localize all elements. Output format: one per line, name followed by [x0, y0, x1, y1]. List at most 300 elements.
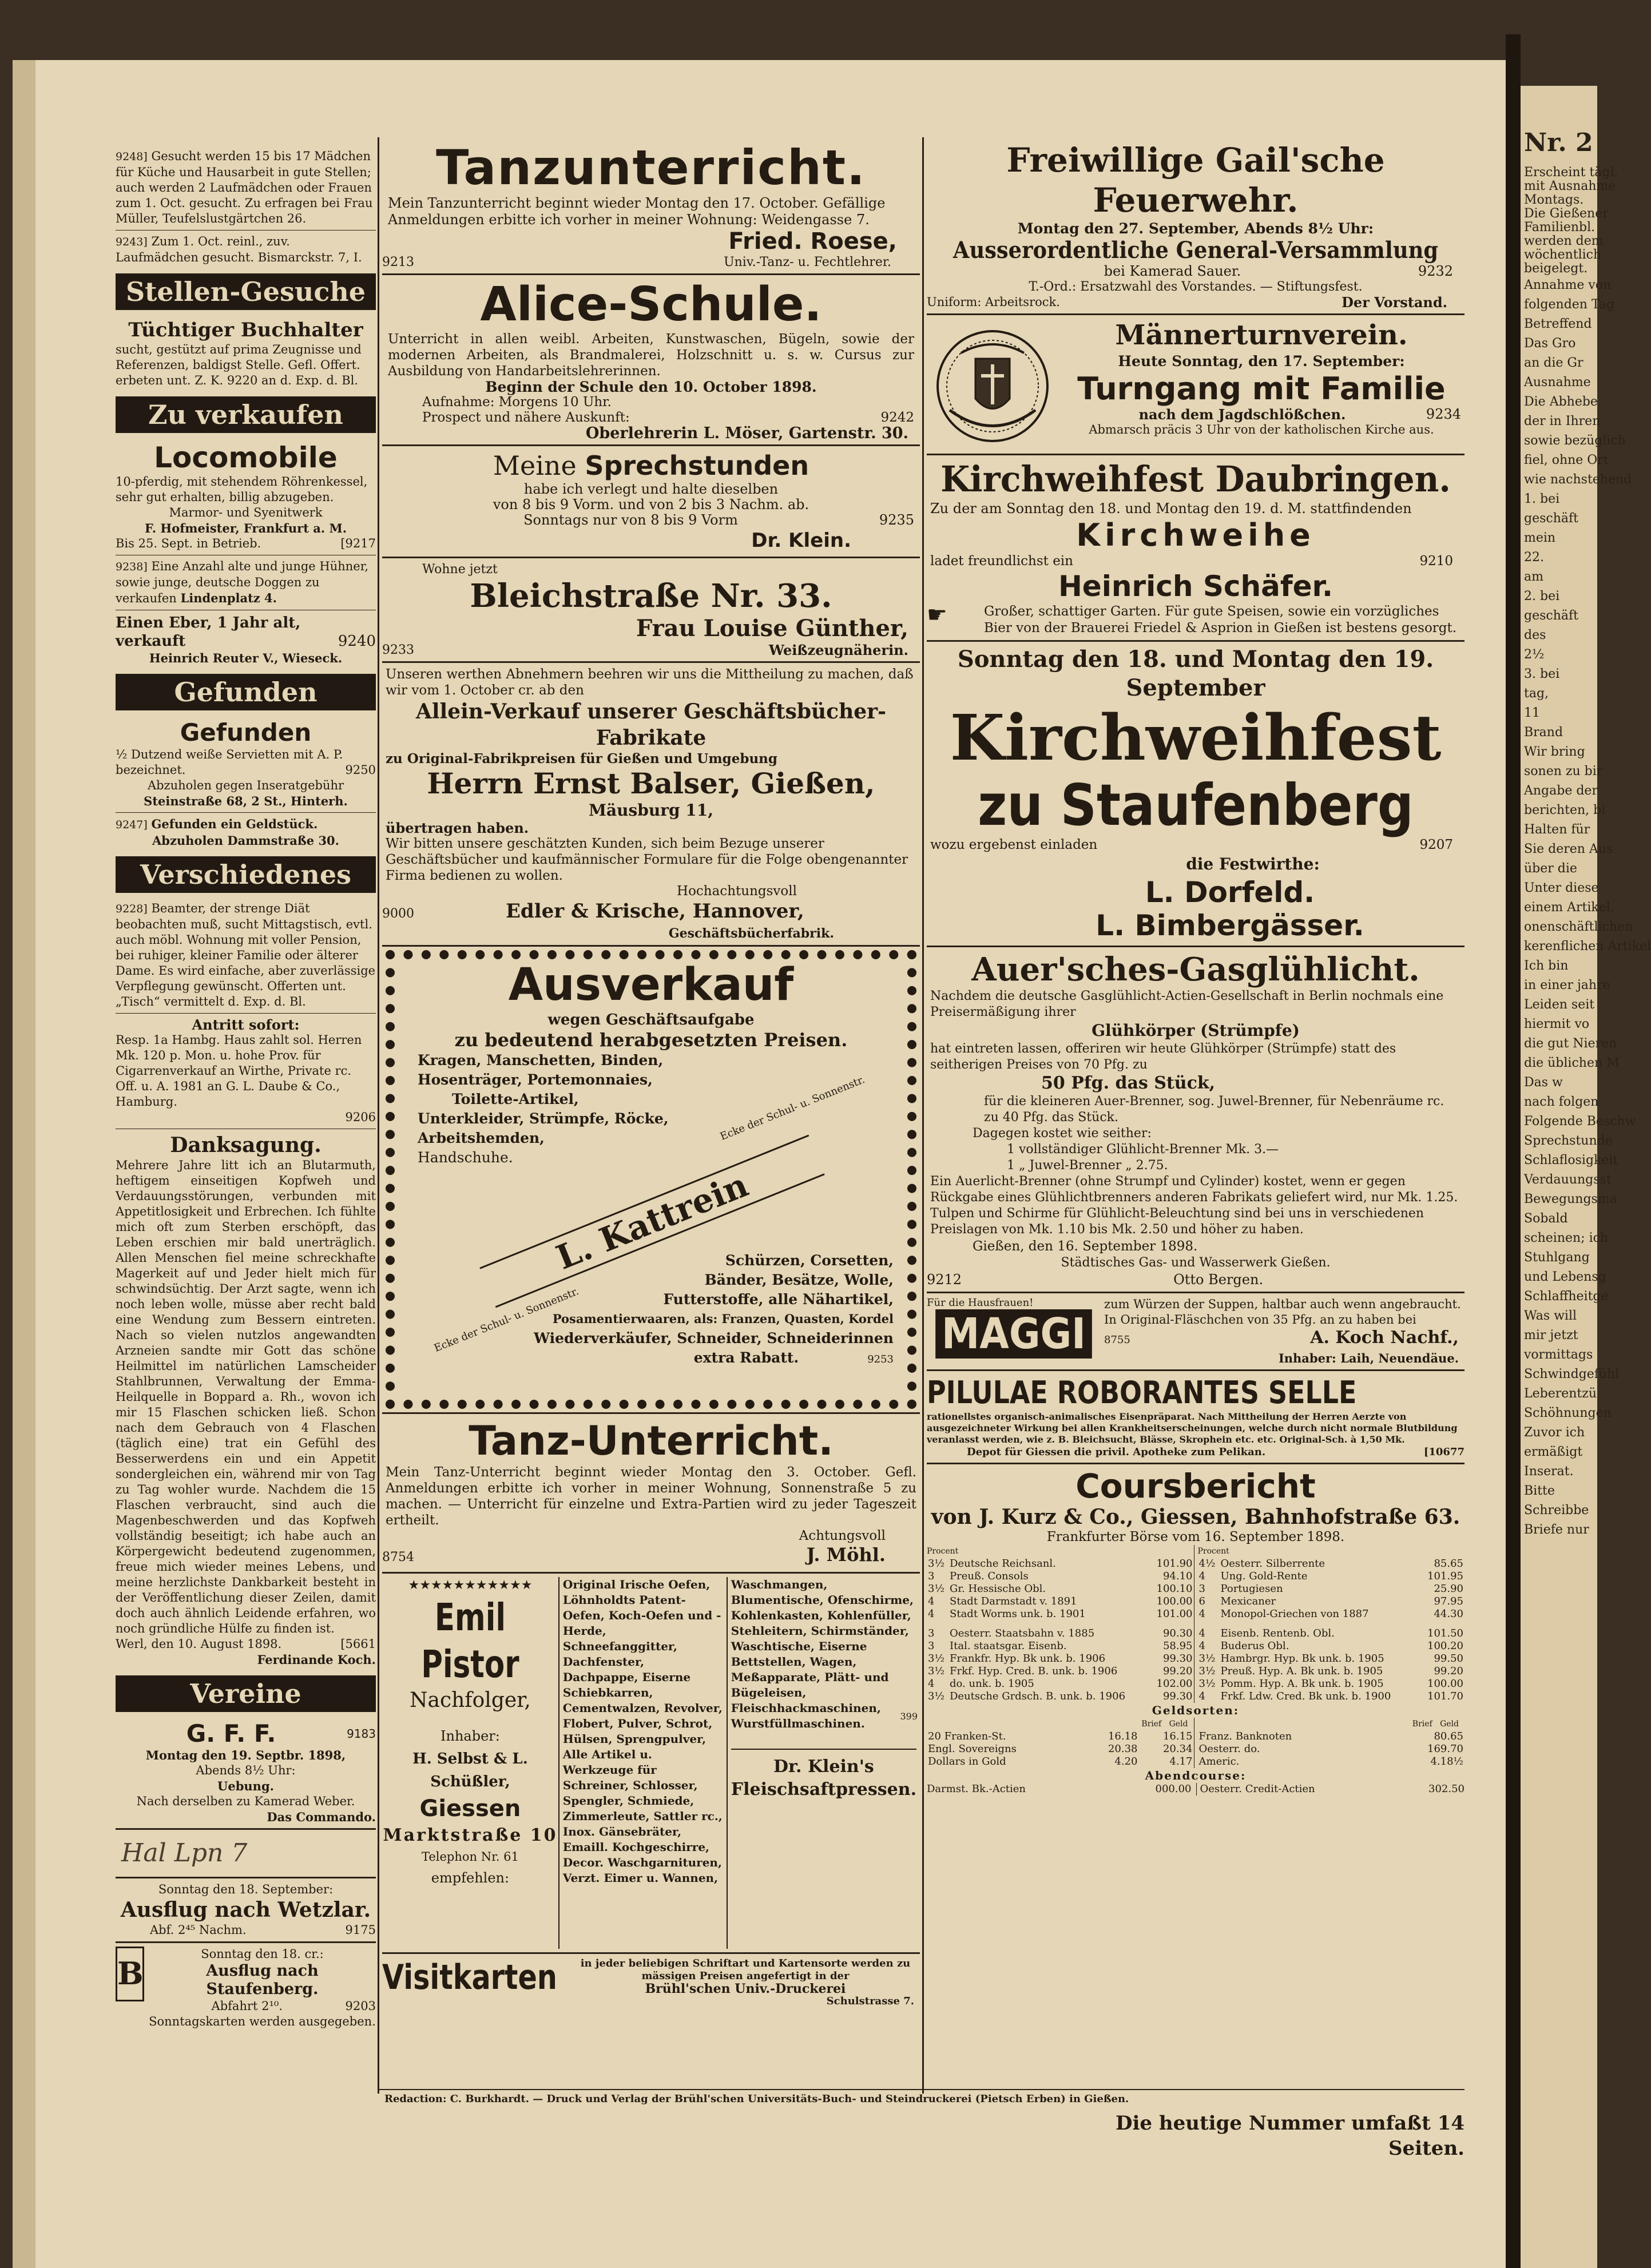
next-page-line: Angabe der: [1524, 784, 1598, 798]
divider: [116, 812, 376, 813]
divider: [116, 1013, 376, 1014]
ad-text: Glühkörper (Strümpfe): [1092, 1021, 1300, 1040]
next-page-line: Briefe nur: [1524, 1523, 1589, 1537]
table-cell: 100.00: [1427, 1678, 1463, 1690]
table-cell: Mexicaner: [1220, 1595, 1276, 1607]
table-cell: Eisenb. Rentenb. Obl.: [1220, 1627, 1335, 1639]
divider: [927, 1463, 1465, 1464]
table-cell: 4.17: [1169, 1755, 1193, 1767]
ad-firm-banner: L. Kattrein: [479, 1135, 824, 1308]
next-page-line: Ich bin: [1524, 959, 1569, 973]
table-cell: 99.50: [1434, 1653, 1463, 1665]
ad-text: von 8 bis 9 Vorm. und von 2 bis 3 Nachm. ab.: [493, 497, 809, 513]
ad-title: Ausverkauf: [508, 959, 794, 1011]
turnverein-ad: [927, 319, 1465, 450]
table-cell: 4: [928, 1595, 935, 1607]
ad-title: Ausflug nach Wetzlar.: [120, 1898, 371, 1922]
next-page-line: an die Gr: [1524, 356, 1583, 370]
ad-list: [395, 1251, 907, 1369]
next-page-line: Folgende Beschw: [1524, 1114, 1636, 1129]
table-row: [927, 1595, 1194, 1608]
next-page-line: über die: [1524, 861, 1577, 876]
table-cell: [1385, 1730, 1390, 1743]
table-cell: Oesterr. Staatsbahn v. 1885: [950, 1627, 1095, 1639]
table-cell: 4: [928, 1608, 935, 1620]
table-row: [1198, 1665, 1465, 1678]
table-cell: 20.34: [1162, 1743, 1193, 1755]
table-section-title: Geldsorten:: [1152, 1703, 1240, 1717]
divider: [382, 444, 920, 446]
ad-text: bei Kamerad Sauer. 9232: [1104, 263, 1453, 279]
divider: [382, 661, 920, 663]
divider: [927, 454, 1465, 455]
ad-title: Männerturnverein.: [1115, 319, 1408, 351]
ad-title: Einen Eber, 1 Jahr alt,: [116, 614, 301, 631]
next-page-line: Das Gro: [1524, 336, 1576, 351]
ad-signature: Heinrich Reuter V., Wieseck.: [149, 651, 343, 665]
table-cell: 169.70: [1427, 1743, 1463, 1755]
table-row: [927, 1665, 1194, 1678]
table-row: [1198, 1583, 1465, 1595]
table-cell: Frkf. Hyp. Cred. B. unk. b. 1906: [950, 1665, 1118, 1677]
next-page-number: Nr. 2: [1524, 128, 1593, 157]
ad-text: Ein Auerlicht-Brenner (ohne Strumpf und Cylinder) kostet, wenn er gegen Rückgabe eines Glühlichtbrenners anderen Fabrikats geliefert wird, nur Mk. 1.25.: [930, 1174, 1458, 1205]
ad-title: Locomobile: [154, 441, 338, 474]
next-page-line: Sprechstunde: [1524, 1134, 1613, 1148]
column-1: [116, 149, 376, 2088]
ad-text: Nachdem die deutsche Gasglühlicht-Actien-Gesellschaft in Berlin nochmals eine Preisermäßigung ihrer: [930, 989, 1444, 1019]
table-row: [1198, 1690, 1465, 1703]
table-cell: 85.65: [1434, 1558, 1463, 1570]
divider: [927, 313, 1465, 315]
ad-list-item: Kragen, Manschetten, Binden,: [418, 1052, 664, 1069]
table-cell: 3: [928, 1627, 935, 1639]
ad-signature: Frau Louise Günther,: [636, 615, 908, 642]
ad-text: Unseren werthen Abnehmern beehren wir uns die Mittheilung zu machen, daß wir vom 1. October cr. ab den: [386, 667, 914, 698]
ad-signature: L. Bimbergässer.: [1096, 909, 1364, 942]
next-page-line: 3. bei: [1524, 667, 1560, 681]
table-cell: Deutsche Grdsch. B. unk. b. 1906: [950, 1690, 1126, 1702]
table-row: [927, 1583, 1194, 1595]
ad-text: Uebung.: [217, 1779, 274, 1793]
stock-table: [927, 1558, 1194, 1703]
ad-text: in jeder beliebigen Schriftart und Kartensorte werden zu mässigen Preisen angefertigt in der Brühl'schen Univ.-Druckerei Schulstrasse 7.: [580, 1957, 914, 2007]
page-edge-shadow: [13, 60, 35, 2268]
column-2: [382, 140, 920, 2088]
ad-number: 9206: [345, 1110, 376, 1124]
section-header-verschiedenes: Verschiedenes: [116, 856, 376, 893]
next-page-line: mit Ausnahme: [1524, 179, 1616, 193]
ad-title: zu Staufenberg: [978, 772, 1414, 839]
table-cell: 101.70: [1427, 1690, 1463, 1702]
ad-text: Geschäftsbücherfabrik.: [668, 926, 834, 941]
next-page-line: Das w: [1524, 1075, 1563, 1090]
next-page-line: Bitte: [1524, 1484, 1555, 1498]
ad-text: 10-pferdig, mit stehendem Röhrenkessel, sehr gut erhalten, billig abzugeben.: [116, 475, 368, 504]
table-row: [927, 1653, 1194, 1665]
next-page-line: Annahme von: [1524, 278, 1612, 292]
table-row: [927, 1640, 1194, 1653]
ad-text: Dr. Klein's Fleischsaftpressen.: [731, 1749, 916, 1801]
table-cell: 3: [928, 1640, 935, 1652]
ad-text: Abf. 2⁴⁵ Nachm. 9175: [150, 1923, 376, 1937]
ad-list-item: extra Rabatt. 9253: [693, 1349, 894, 1366]
ad-text: 1 „ Juwel-Brenner „ 2.75.: [1007, 1158, 1168, 1173]
next-page-line: fiel, ohne Ort: [1524, 453, 1609, 467]
ad-block: [116, 1947, 376, 2029]
classified-ad: 9248] Gesucht werden 15 bis 17 Mädchen für Küche und Hausarbeit in gute Stellen; auch werden 2 Laufmädchen oder Frauen zum 1. Oct. gesucht. Zu erfragen bei Frau Müller, Teufelslustgärtchen 26.: [116, 149, 373, 225]
ad-text: Giessen: [419, 1796, 521, 1822]
table-row: [927, 1627, 1194, 1640]
ad-title: Tanzunterricht.: [436, 140, 866, 196]
table-cell: 4: [1198, 1627, 1205, 1639]
maggi-ad-left: [927, 1297, 1104, 1366]
divider: [927, 1369, 1465, 1371]
section-header-vereine: Vereine: [116, 1675, 376, 1712]
ad-title: Ausserordentliche General-Versammlung: [953, 237, 1439, 264]
ad-title: G. F. F. 9183: [186, 1719, 376, 1747]
stock-tables: [927, 1545, 1465, 1703]
table-cell: Portugiesen: [1220, 1583, 1283, 1595]
ad-title: Tüchtiger Buchhalter: [128, 319, 363, 341]
ad-title: Coursbericht: [1075, 1467, 1316, 1506]
table-row: [1198, 1608, 1465, 1627]
table-row: [927, 1608, 1194, 1627]
divider: [116, 1941, 376, 1943]
page-count-note: Die heutige Nummer umfaßt 14 Seiten.: [1116, 2112, 1465, 2160]
next-page-line: ermäßigt: [1524, 1445, 1583, 1459]
ad-text: übertragen haben.: [386, 820, 529, 836]
ad-text: Sonntags nur von 8 bis 9 Vorm 9235: [523, 512, 914, 528]
currency-table: [1198, 1730, 1465, 1768]
maggi-logo: MAGGI: [935, 1309, 1092, 1359]
ad-signature: F. Hofmeister, Frankfurt a. M.: [144, 521, 347, 535]
table-cell: 4.18½: [1430, 1755, 1463, 1767]
next-page-line: beigelegt.: [1524, 261, 1588, 276]
table-row: [1198, 1755, 1465, 1768]
table-cell: 4: [1198, 1690, 1205, 1702]
ad-text: sucht, gestützt auf prima Zeugnisse und Referenzen, baldigst Stelle. Gefl. Offert. erbeten unt. Z. K. 9220 an d. Exp. d. Bl.: [116, 343, 362, 387]
next-page-line: Verdauungsst: [1524, 1173, 1612, 1187]
table-cell: [1385, 1755, 1390, 1768]
rate-row: Darmst. Bk.-Actien 000.00: [927, 1783, 1197, 1796]
turnverein-ad-text: [1058, 319, 1465, 450]
maggi-ad: [927, 1297, 1465, 1366]
table-cell: 99.30: [1162, 1690, 1193, 1702]
table-cell: 80.65: [1434, 1730, 1463, 1742]
ad-text: empfehlen:: [431, 1870, 510, 1886]
ad-text: Hochachtungsvoll: [677, 884, 797, 899]
pistor-ad: [382, 1577, 920, 1949]
ad-text: Montag den 19. Septbr. 1898,: [145, 1748, 346, 1762]
ad-list-item: Bänder, Besätze, Wolle,: [704, 1272, 894, 1288]
table-cell: 3½: [1198, 1665, 1216, 1677]
table-cell: Frkf. Ldw. Cred. Bk unk. b. 1900: [1220, 1690, 1391, 1702]
column-rule: [378, 137, 379, 2094]
divider: [927, 1292, 1465, 1293]
table-cell: 20.38: [1108, 1743, 1138, 1755]
next-page-line: vormittags: [1524, 1348, 1593, 1362]
ad-text: Abends 8½ Uhr:: [196, 1763, 296, 1777]
ad-text: Prospect und nähere Auskunft: 9242: [422, 410, 914, 425]
ad-list-item: Schürzen, Corsetten,: [725, 1252, 894, 1269]
table-cell: Hambrgr. Hyp. Bk unk. b. 1905: [1220, 1653, 1384, 1665]
table-cell: 58.95: [1162, 1640, 1193, 1652]
table-cell: Frankfr. Hyp. Bk unk. b. 1906: [950, 1653, 1106, 1665]
table-cell: Preuß. Consols: [950, 1570, 1029, 1582]
table-cell: 6: [1198, 1595, 1205, 1607]
next-page-line: Inserat.: [1524, 1464, 1574, 1479]
next-page-line: Die Abhebe: [1524, 395, 1598, 409]
table-cell: Americ.: [1198, 1755, 1240, 1767]
ad-text: Nach derselben zu Kamerad Weber.: [136, 1794, 355, 1808]
table-cell: Gr. Hessische Obl.: [950, 1583, 1046, 1595]
ad-text: wegen Geschäftsaufgabe: [547, 1011, 755, 1028]
next-page-line: 2½: [1524, 648, 1545, 662]
ad-text: Inhaber: Laih, Neuendäue.: [1278, 1351, 1459, 1365]
ad-text: 50 Pfg. das Stück,: [1041, 1073, 1216, 1093]
stars-decoration: ★★★★★★★★★★★: [408, 1578, 533, 1592]
ad-text: Marmor- und Syenitwerk: [169, 506, 323, 519]
table-cell: 4½: [1198, 1558, 1216, 1570]
next-page-line: werden dem: [1524, 234, 1604, 248]
ad-title: PILULAE ROBORANTES SELLE: [927, 1375, 1357, 1411]
table-cell: 94.10: [1162, 1570, 1193, 1582]
next-page-line: Zuvor ich: [1524, 1425, 1585, 1440]
next-page-line: Sie deren Aus: [1524, 842, 1613, 856]
visitkarten-ad: [382, 1957, 920, 2008]
table-cell: 25.90: [1434, 1583, 1463, 1595]
ad-text: Frankfurter Börse vom 16. September 1898.: [1046, 1530, 1345, 1544]
table-cell: 100.00: [1156, 1595, 1193, 1607]
ad-title: von J. Kurz & Co., Giessen, Bahnhofstraße 63.: [931, 1505, 1460, 1529]
currency-table-right: [1194, 1718, 1465, 1768]
next-page-line: Schwindgefühl: [1524, 1367, 1620, 1381]
ad-text: Heute Sonntag, den 17. September:: [1118, 353, 1405, 370]
next-page-line: Was will: [1524, 1309, 1577, 1323]
table-cell: 3½: [928, 1583, 944, 1595]
next-page-line: scheinen; ich: [1524, 1231, 1609, 1245]
ad-signature: Ferdinande Koch.: [257, 1653, 376, 1667]
next-page-line: nach folgen: [1524, 1095, 1599, 1109]
table-header: Procent: [1197, 1547, 1229, 1556]
ad-text: Achtungsvoll: [799, 1528, 886, 1543]
table-cell: 101.00: [1156, 1608, 1193, 1620]
next-page-line: mir jetzt: [1524, 1328, 1578, 1342]
ad-title: Auer'sches-Gasglühlicht.: [971, 951, 1420, 988]
table-header: Brief Geld: [1412, 1719, 1459, 1729]
divider: [927, 640, 1465, 642]
table-row: [1198, 1595, 1465, 1608]
table-row: [1198, 1743, 1465, 1755]
next-page-line: 22.: [1524, 550, 1544, 565]
ad-list-item: Toilette-Artikel,: [452, 1091, 579, 1107]
table-cell: 4: [1198, 1570, 1205, 1582]
table-row: [1198, 1558, 1465, 1570]
ad-title: Kirchweihe: [1076, 517, 1315, 553]
column-rule: [922, 137, 924, 2094]
ad-text: 1 vollständiger Glühlicht-Brenner Mk. 3.—: [1007, 1142, 1279, 1157]
currency-table: [927, 1730, 1194, 1768]
next-page-line: Schreibbe: [1524, 1503, 1589, 1518]
ad-title: Freiwillige Gail'sche Feuerwehr.: [1006, 141, 1385, 220]
ad-signature: Steinstraße 68, 2 St., Hinterh.: [144, 794, 348, 808]
ad-title: Bleichstraße Nr. 33.: [470, 577, 832, 615]
stock-table: [1198, 1558, 1465, 1703]
table-cell: Buderus Obl.: [1220, 1640, 1289, 1652]
ad-signature: Dr. Klein.: [751, 529, 851, 552]
next-page-line: Schlaflosigkeit: [1524, 1153, 1618, 1167]
table-cell: Pomm. Hyp. A. Bk unk. b. 1905: [1220, 1678, 1384, 1690]
rate-row: Oesterr. Credit-Actien 302.50: [1200, 1783, 1465, 1795]
table-row: [1198, 1678, 1465, 1690]
ad-signature: Fried. Roese,: [728, 228, 897, 255]
ad-text: Werl, den 10. August 1898. [5661: [116, 1637, 376, 1651]
table-row: [927, 1570, 1194, 1583]
next-page-line: einem Artikel,: [1524, 900, 1614, 915]
table-cell: 4: [1198, 1640, 1205, 1652]
classified-ad: 9243] Zum 1. Oct. reinl., zuv. Laufmädchen gesucht. Bismarckstr. 7, I.: [116, 235, 362, 264]
table-row: [927, 1755, 1194, 1768]
table-cell: 3½: [928, 1690, 944, 1702]
next-page-line: der in Ihren: [1524, 414, 1601, 428]
table-cell: 102.00: [1156, 1678, 1193, 1690]
section-header-verkaufen: Zu verkaufen: [116, 396, 376, 433]
next-page-line: Sobald: [1524, 1212, 1568, 1226]
currency-tables: [927, 1718, 1465, 1768]
ad-number: 399: [900, 1711, 918, 1722]
ad-text: Dagegen kostet wie seither:: [973, 1126, 1152, 1141]
table-cell: Deutsche Reichsanl.: [950, 1558, 1056, 1570]
table-row: [927, 1558, 1194, 1570]
next-page-line: Leberentzü: [1524, 1387, 1597, 1401]
table-cell: 3: [928, 1570, 935, 1582]
ad-list-item: Futterstoffe, alle Nähartikel,: [663, 1291, 894, 1308]
table-cell: 97.95: [1434, 1595, 1463, 1607]
stock-table-right: [1194, 1545, 1465, 1703]
table-cell: 3½: [928, 1665, 944, 1677]
ad-signature: 8755 A. Koch Nachf.,: [1104, 1328, 1459, 1348]
next-page-line: Halten für: [1524, 823, 1590, 837]
table-row: [927, 1743, 1194, 1755]
ad-signature: 8754 J. Möhl.: [382, 1544, 886, 1566]
ad-list-item: Unterkleider, Strümpfe, Röcke,: [418, 1110, 669, 1127]
next-page-line: folgenden Tag: [1524, 297, 1615, 312]
next-page-line: Ausnahme: [1524, 375, 1591, 390]
table-cell: 101.50: [1427, 1627, 1463, 1639]
ad-text: Gießen, den 16. September 1898.: [973, 1239, 1198, 1254]
ad-list-item: Arbeitshemden,: [418, 1130, 545, 1146]
table-cell: 4: [1198, 1608, 1205, 1620]
ad-text: Sonntagskarten werden ausgegeben.: [149, 2015, 376, 2028]
next-page-line: mein: [1524, 531, 1556, 545]
ad-text: Sonntag den 18. und Montag den 19. September: [957, 646, 1434, 701]
ad-text: Städtisches Gas- und Wasserwerk Gießen.: [1061, 1256, 1331, 1270]
next-page-line: Betreffend: [1524, 317, 1592, 331]
next-page-line: Die Gießener: [1524, 206, 1609, 221]
table-cell: 101.95: [1427, 1570, 1463, 1582]
next-page-line: 11: [1524, 706, 1540, 720]
next-page-line: hiermit vo: [1524, 1017, 1590, 1031]
next-page-line: kerenflichen Artikel: [1524, 939, 1651, 954]
table-cell: 100.20: [1427, 1640, 1463, 1652]
ad-signature: Heinrich Schäfer.: [1058, 570, 1334, 603]
ad-title: Antritt sofort:: [192, 1016, 300, 1033]
column-3: [927, 140, 1465, 2091]
ad-text: Wohne jetzt: [422, 562, 498, 577]
ad-text: Depot für Giessen die privil. Apotheke zum Pelikan. [10677: [967, 1446, 1465, 1458]
footer-rule: [378, 2089, 1465, 2090]
table-cell: 4.20: [1114, 1755, 1138, 1767]
ad-text: rationellstes organisch-animalisches Eisenpräparat. Nach Mittheilung der Herren Aerzte von ausgezeichneter Wirkung bei allen Krankheitserscheinungen, welche durch nicht normale Blutbildung veranlasst werden, wie z. B. Bleichsucht, Blässe, Skrophein etc. etc. Original-Sch. à 1,50 Mk.: [927, 1411, 1458, 1445]
ad-text: Abzuholen gegen Inseratgebühr: [147, 778, 344, 792]
classified-ad: 9238] Eine Anzahl alte und junge Hühner, sowie junge, deutsche Doggen zu verkaufen Lindenplatz 4.: [116, 559, 369, 605]
ad-signature: 9000 Edler & Krische, Hannover,: [382, 900, 804, 923]
next-page-line: Bewegungsma: [1524, 1192, 1617, 1206]
pointing-hand-icon: ☛: [927, 602, 947, 628]
table-cell: 3½: [928, 1653, 944, 1665]
table-cell: 3: [1198, 1583, 1205, 1595]
ad-corner-note: Ecke der Schul- u. Sonnenstr.: [432, 1285, 581, 1355]
next-page-line: sonen zu bir: [1524, 764, 1603, 778]
table-section-title: Abendcourse:: [1145, 1769, 1247, 1782]
ad-text: Für die Hausfrauen!: [927, 1297, 1034, 1309]
ad-text: Nachfolger,: [410, 1689, 531, 1712]
ad-title: Tanz-Unterricht.: [469, 1417, 834, 1464]
ad-text: die Festwirthe:: [1186, 855, 1320, 873]
table-cell: 3½: [928, 1558, 944, 1570]
handwritten-note: Hal Lpn 7: [121, 1838, 248, 1868]
ad-signature: L. Dorfeld.: [1145, 876, 1315, 909]
book-binding-gutter: [1506, 34, 1521, 2268]
maggi-ad-right: [1104, 1297, 1465, 1366]
ad-text: Mein Tanz-Unterricht beginnt wieder Montag den 3. October. Gefl. Anmeldungen erbitte ich vorher in meiner Wohnung, Sonnenstraße 5 zu machen. — Unterricht für einzelne und Extra-Partien wird zu jeder Tageszeit ertheilt.: [386, 1465, 916, 1528]
ad-text: zum Würzen der Suppen, haltbar auch wenn angebraucht. In Original-Fläschchen von 35 Pfg. an zu haben bei: [1104, 1297, 1461, 1326]
table-cell: 101.90: [1156, 1558, 1193, 1570]
ad-text: 9233 Weißzeugnäherin.: [382, 642, 908, 658]
next-page-line: Montags.: [1524, 193, 1584, 207]
ad-title: Kirchweihfest: [950, 701, 1442, 774]
ad-text: H. Selbst & L. Schüßler,: [412, 1750, 528, 1790]
table-cell: do. unk. b. 1905: [950, 1678, 1034, 1690]
section-header-stellen: Stellen-Gesuche: [116, 273, 376, 310]
table-cell: Preuß. Hyp. A. Bk unk. b. 1905: [1220, 1665, 1383, 1677]
ad-text: Resp. 1a Hambg. Haus zahlt sol. Herren Mk. 120 p. Mon. u. hohe Prov. für Cigarrenverkauf an Wirthe, Private rc. Off. u. A. 1981 an G. L. Daube & Co., Hamburg.: [116, 1033, 362, 1109]
pistor-list-1: Original Irische Oefen, Löhnholdts Patent-Oefen, Koch-Oefen und -Herde, Schneefanggitter, Dachfenster, Dachpappe, Eiserne Schiebkarren, Cementwalzen, Revolver, Flobert, Pulver, Schrot, Hülsen, Sprengpulver, Alle Artikel u. Werkzeuge für Schreiner, Schlosser, Spengler, Schmiede, Zimmerleute, Sattler rc., Inox. Gänsebräter, Emaill. Kochgeschirre, Decor. Waschgarnituren, Verzt. Eimer u. Wannen,: [559, 1577, 728, 1949]
ad-text: Großer, schattiger Garten. Für gute Speisen, sowie ein vorzügliches Bier von der Brauerei Friedel & Asprion in Gießen ist bestens gesorgt.: [984, 604, 1457, 635]
ad-text: Unterricht in allen weibl. Arbeiten, Kunstwaschen, Bügeln, sowie der modernen Arbeiten, als Brandmalerei, Holzschnitt u. s. w. Cursus zur Ausbildung von Handarbeitslehrerinnen.: [388, 332, 914, 379]
ad-text: Tulpen und Schirme für Glühlicht-Beleuchtung sind bei uns in verschiedenen Preislagen von Mk. 1.10 bis Mk. 2.50 und höher zu haben.: [930, 1206, 1424, 1237]
table-cell: 4: [928, 1678, 935, 1690]
ad-list: [395, 1051, 907, 1167]
table-cell: 44.30: [1434, 1608, 1463, 1620]
next-page-line: berichten, bi: [1524, 803, 1606, 817]
firm-name: Emil Pistor: [421, 1595, 519, 1686]
next-page-line: onenschäftlichen: [1524, 920, 1633, 934]
table-cell: 3½: [1198, 1653, 1216, 1665]
next-page-line: Schöhnungen: [1524, 1406, 1612, 1420]
divider: [116, 1828, 376, 1830]
next-page-line: geschäft: [1524, 609, 1578, 623]
ad-text: ½ Dutzend weiße Servietten mit A. P. bezeichnet. 9250: [116, 748, 376, 777]
divider: [927, 946, 1465, 947]
table-cell: 100.10: [1156, 1583, 1193, 1595]
table-cell: Ital. staatsgar. Eisenb.: [950, 1640, 1067, 1652]
ad-title: Turngang mit Familie: [1077, 371, 1446, 407]
next-page-line: des: [1524, 628, 1546, 642]
next-page-line: Brand: [1524, 725, 1563, 740]
ad-text: Sonntag den 18. cr.:: [201, 1947, 324, 1961]
